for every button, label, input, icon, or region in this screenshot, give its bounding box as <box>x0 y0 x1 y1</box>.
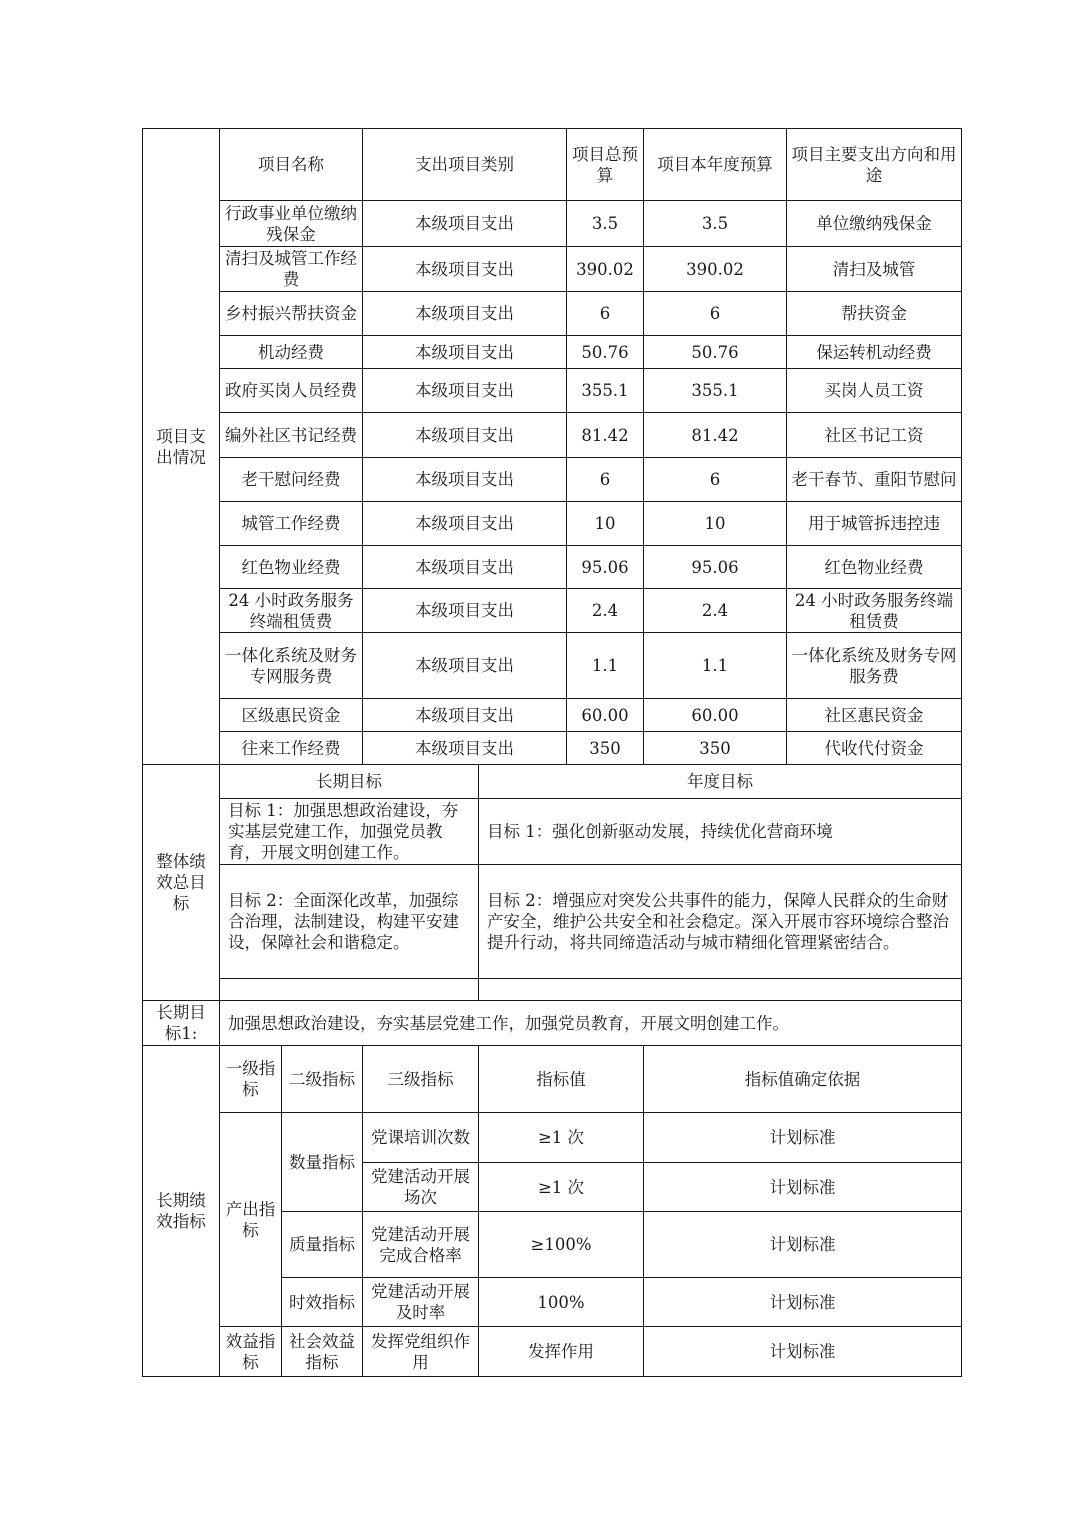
category: 本级项目支出 <box>363 247 567 292</box>
table-row <box>143 546 962 589</box>
table-row <box>143 369 962 413</box>
total-budget: 355.1 <box>567 369 644 413</box>
purpose: 社区书记工资 <box>787 413 962 458</box>
project-name: 一体化系统及财务专网服务费 <box>220 633 363 699</box>
header-level1: 一级指标 <box>220 1046 282 1113</box>
project-name: 城管工作经费 <box>220 502 363 546</box>
category: 本级项目支出 <box>363 502 567 546</box>
project-name: 红色物业经费 <box>220 546 363 589</box>
header-annual-budget: 项目本年度预算 <box>644 129 787 201</box>
category: 本级项目支出 <box>363 369 567 413</box>
table-row <box>143 247 962 292</box>
indicator-basis: 计划标准 <box>644 1327 962 1377</box>
total-budget: 6 <box>567 292 644 336</box>
goals-table <box>142 764 962 1046</box>
annual-budget: 6 <box>644 458 787 502</box>
indicator-basis: 计划标准 <box>644 1113 962 1163</box>
header-level2: 二级指标 <box>282 1046 363 1113</box>
indicator-basis: 计划标准 <box>644 1278 962 1327</box>
level3: 党建活动开展及时率 <box>363 1278 479 1327</box>
table-row <box>143 1327 962 1377</box>
table-row <box>143 732 962 765</box>
project-name: 政府买岗人员经费 <box>220 369 363 413</box>
project-name: 行政事业单位缴纳残保金 <box>220 201 363 247</box>
header-purpose: 项目主要支出方向和用途 <box>787 129 962 201</box>
level3: 党建活动开展完成合格率 <box>363 1212 479 1278</box>
level3: 党建活动开展场次 <box>363 1163 479 1212</box>
annual-goal-1: 目标 1：强化创新驱动发展，持续优化营商环境 <box>479 799 962 865</box>
total-budget: 95.06 <box>567 546 644 589</box>
indicators-section-label: 长期绩效指标 <box>143 1046 220 1377</box>
category: 本级项目支出 <box>363 732 567 765</box>
total-budget: 3.5 <box>567 201 644 247</box>
annual-budget: 10 <box>644 502 787 546</box>
project-name: 区级惠民资金 <box>220 699 363 732</box>
indicator-value: ≥1 次 <box>479 1163 644 1212</box>
header-category: 支出项目类别 <box>363 129 567 201</box>
purpose: 一体化系统及财务专网服务费 <box>787 633 962 699</box>
total-budget: 1.1 <box>567 633 644 699</box>
table-row <box>143 502 962 546</box>
annual-budget: 1.1 <box>644 633 787 699</box>
purpose: 代收代付资金 <box>787 732 962 765</box>
level2-timeliness: 时效指标 <box>282 1278 363 1327</box>
long-term-goal-1-text: 加强思想政治建设，夯实基层党建工作，加强党员教育，开展文明创建工作。 <box>220 1001 962 1046</box>
project-name: 编外社区书记经费 <box>220 413 363 458</box>
annual-budget: 50.76 <box>644 336 787 369</box>
purpose: 买岗人员工资 <box>787 369 962 413</box>
long-term-goal-1-label: 长期目标1: <box>143 1001 220 1046</box>
indicator-value: 100% <box>479 1278 644 1327</box>
indicator-basis: 计划标准 <box>644 1212 962 1278</box>
annual-goals-header: 年度目标 <box>479 765 962 799</box>
total-budget: 350 <box>567 732 644 765</box>
category: 本级项目支出 <box>363 413 567 458</box>
purpose: 保运转机动经费 <box>787 336 962 369</box>
category: 本级项目支出 <box>363 336 567 369</box>
table-row <box>143 336 962 369</box>
annual-budget: 6 <box>644 292 787 336</box>
expenditure-table <box>142 128 962 765</box>
project-name: 老干慰问经费 <box>220 458 363 502</box>
total-budget: 390.02 <box>567 247 644 292</box>
annual-budget: 3.5 <box>644 201 787 247</box>
annual-budget: 2.4 <box>644 589 787 633</box>
level1-benefit: 效益指标 <box>220 1327 282 1377</box>
category: 本级项目支出 <box>363 292 567 336</box>
expenditure-section-label: 项目支出情况 <box>143 129 220 765</box>
table-row <box>143 699 962 732</box>
level3: 发挥党组织作用 <box>363 1327 479 1377</box>
project-name: 机动经费 <box>220 336 363 369</box>
annual-budget: 60.00 <box>644 699 787 732</box>
indicator-value: 发挥作用 <box>479 1327 644 1377</box>
category: 本级项目支出 <box>363 699 567 732</box>
category: 本级项目支出 <box>363 546 567 589</box>
goals-section-label: 整体绩效总目标 <box>143 765 220 1001</box>
total-budget: 81.42 <box>567 413 644 458</box>
project-name: 24 小时政务服务终端租赁费 <box>220 589 363 633</box>
total-budget: 10 <box>567 502 644 546</box>
annual-budget: 95.06 <box>644 546 787 589</box>
indicators-table <box>142 1045 962 1377</box>
purpose: 红色物业经费 <box>787 546 962 589</box>
indicator-value: ≥100% <box>479 1212 644 1278</box>
header-basis: 指标值确定依据 <box>644 1046 962 1113</box>
purpose: 单位缴纳残保金 <box>787 201 962 247</box>
long-term-goal-1: 目标 1：加强思想政治建设，夯实基层党建工作，加强党员教育，开展文明创建工作。 <box>220 799 479 865</box>
table-row <box>143 458 962 502</box>
purpose: 帮扶资金 <box>787 292 962 336</box>
purpose: 清扫及城管 <box>787 247 962 292</box>
indicator-basis: 计划标准 <box>644 1163 962 1212</box>
annual-budget: 390.02 <box>644 247 787 292</box>
purpose: 用于城管拆违控违 <box>787 502 962 546</box>
level2-quantity: 数量指标 <box>282 1113 363 1212</box>
purpose: 老干春节、重阳节慰问 <box>787 458 962 502</box>
total-budget: 2.4 <box>567 589 644 633</box>
level2-quality: 质量指标 <box>282 1212 363 1278</box>
annual-goal-2: 目标 2：增强应对突发公共事件的能力，保障人民群众的生命财产安全，维护公共安全和社会稳定。深入开展市容环境综合整治提升行动，将共同缔造活动与城市精细化管理紧密结合。 <box>479 865 962 979</box>
table-row <box>143 1113 962 1163</box>
category: 本级项目支出 <box>363 201 567 247</box>
table-row <box>143 292 962 336</box>
header-total-budget: 项目总预算 <box>567 129 644 201</box>
total-budget: 6 <box>567 458 644 502</box>
annual-budget: 355.1 <box>644 369 787 413</box>
table-row <box>143 201 962 247</box>
project-name: 乡村振兴帮扶资金 <box>220 292 363 336</box>
table-row <box>143 413 962 458</box>
level1-output: 产出指标 <box>220 1113 282 1327</box>
indicator-value: ≥1 次 <box>479 1113 644 1163</box>
annual-budget: 350 <box>644 732 787 765</box>
empty-cell <box>220 979 479 1001</box>
total-budget: 50.76 <box>567 336 644 369</box>
project-name: 往来工作经费 <box>220 732 363 765</box>
category: 本级项目支出 <box>363 633 567 699</box>
project-name: 清扫及城管工作经费 <box>220 247 363 292</box>
purpose: 社区惠民资金 <box>787 699 962 732</box>
total-budget: 60.00 <box>567 699 644 732</box>
header-project-name: 项目名称 <box>220 129 363 201</box>
table-row <box>143 589 962 633</box>
header-level3: 三级指标 <box>363 1046 479 1113</box>
purpose: 24 小时政务服务终端租赁费 <box>787 589 962 633</box>
table-row <box>143 633 962 699</box>
level2-social-benefit: 社会效益指标 <box>282 1327 363 1377</box>
level3: 党课培训次数 <box>363 1113 479 1163</box>
category: 本级项目支出 <box>363 589 567 633</box>
category: 本级项目支出 <box>363 458 567 502</box>
annual-budget: 81.42 <box>644 413 787 458</box>
long-term-goals-header: 长期目标 <box>220 765 479 799</box>
long-term-goal-2: 目标 2：全面深化改革，加强综合治理，法制建设，构建平安建设，保障社会和谐稳定。 <box>220 865 479 979</box>
empty-cell <box>479 979 962 1001</box>
header-value: 指标值 <box>479 1046 644 1113</box>
